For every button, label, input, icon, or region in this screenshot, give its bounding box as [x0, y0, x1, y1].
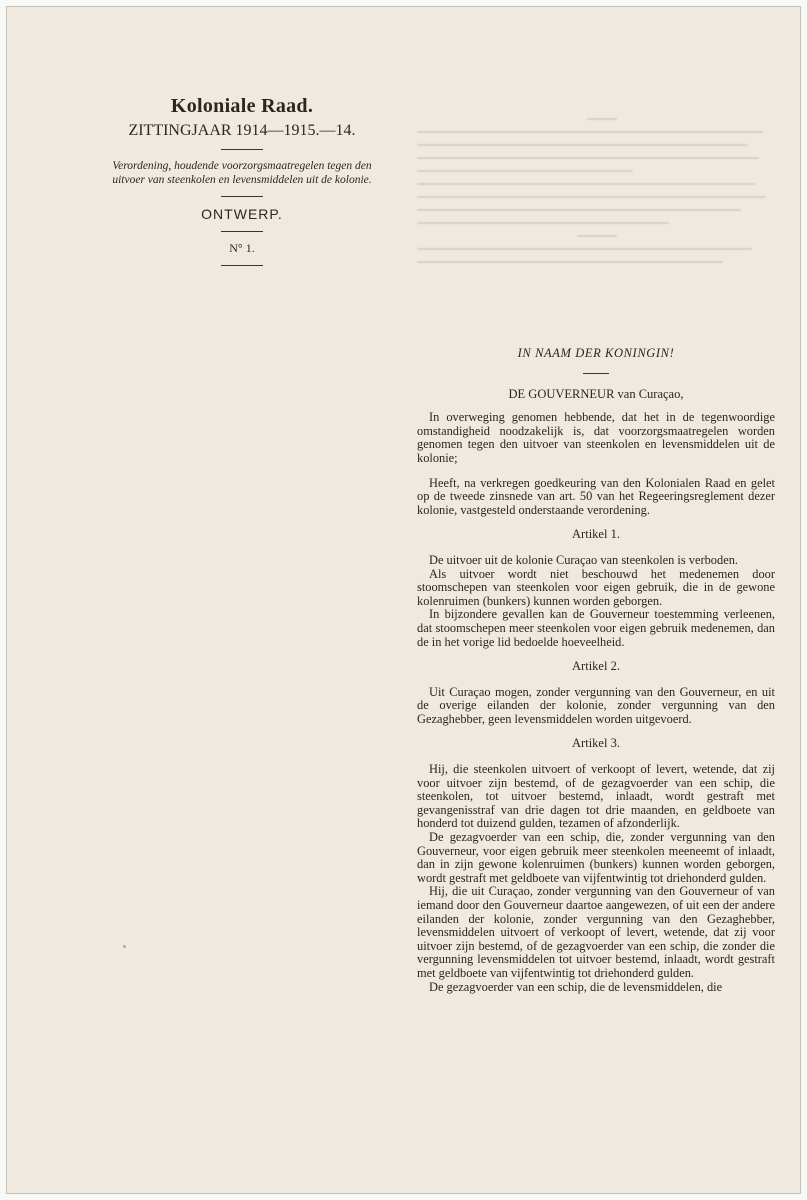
show-through-text: [417, 107, 777, 297]
draft-label: ONTWERP.: [201, 206, 283, 222]
article-paragraph: De gezagvoerder van een schip, die de levensmiddelen, die: [429, 979, 723, 994]
document-page: [6, 6, 801, 1194]
council-title: Koloniale Raad.: [170, 95, 314, 117]
article-paragraph: Als uitvoer wordt niet beschouwd het medenemen door stoomschepen van steenkolen voor eigen gebruik, die in de gewone kolenruimen (bunkers) kunnen worden geborgen.: [417, 566, 775, 608]
divider: [221, 265, 263, 266]
ordinance-text: [417, 347, 775, 994]
preamble-paragraph: Heeft, na verkregen goedkeuring van den Kolonialen Raad en gelet op de tweede zinsnede van art. 50 van het Regeeringsreglement dezer kolonie, vastgesteld onderstaande verordening.: [417, 475, 775, 517]
preamble-paragraph: In overweging genomen hebbende, dat het in de tegenwoordige omstandigheid noodzakelijk is, dat voorzorgsmaatregelen worden genomen tegen den uitvoer van steenkolen en levensmiddelen uit de kolonie;: [417, 410, 775, 465]
article-paragraph: Hij, die steenkolen uitvoert of verkoopt of levert, wetende, dat zij voor uitvoer zijn bestemd, of de gezagvoerder van een schip, die steenkolen, tot uitvoer bestemd, inlaadt, wordt gestraft met gevangenisstraf van drie dagen tot drie maanden, en geldboete van honderd tot duizend gulden, tezamen of afzonderlijk.: [417, 762, 775, 831]
document-number: N° 1.: [229, 241, 255, 255]
article-paragraph: Uit Curaçao mogen, zonder vergunning van den Gouverneur, en uit de overige eilanden der kolonie, zonder vergunning van den Gezaghebber, geen levensmiddelen worden uitgevoerd.: [417, 684, 775, 726]
article-heading: Artikel 3.: [572, 736, 620, 751]
invocation: IN NAAM DER KONINGIN!: [517, 346, 675, 360]
ordinance-subject: Verordening, houdende voorzorgsmaatregelen tegen den uitvoer van steenkolen en levensmiddelen uit de kolonie.: [112, 160, 372, 186]
article-heading: Artikel 2.: [572, 659, 620, 674]
article-paragraph: De gezagvoerder van een schip, die, zonder vergunning van den Gouverneur, voor eigen gebruik meer steenkolen meeneemt of inlaadt, dan in zijn gewone kolenruimen (bunkers) kunnen worden geborgen, wordt gestraft met geldboete van vijfentwintig tot driehonderd gulden.: [417, 830, 775, 885]
governor-line: DE GOUVERNEUR van Curaçao,: [508, 386, 684, 401]
article-paragraph: De uitvoer uit de kolonie Curaçao van steenkolen is verboden.: [429, 552, 738, 567]
session-year: ZITTINGJAAR 1914—1915.—14.: [128, 122, 356, 139]
divider: [221, 196, 263, 197]
article-paragraph: In bijzondere gevallen kan de Gouverneur toestemming verleenen, dat stoomschepen meer steenkolen voor eigen gebruik medenemen, dan de in het vorige lid bedoelde hoeveelheid.: [417, 607, 775, 649]
divider: [221, 149, 263, 150]
article-paragraph: Hij, die uit Curaçao, zonder vergunning van den Gouverneur of van iemand door den Gouverneur daartoe aangewezen, of uit een der andere eilanden der kolonie, zonder vergunning van den Gezaghebber, levensmiddelen uitvoert of verkoopt of levert, wetende, dat zij voor uitvoer zijn bestemd, of de gezagvoerder van een schip, die zonder die vergunning levensmiddelen tot uitvoer bestemd, inlaadt, wordt gestraft met geldboete van vijfentwintig tot driehonderd gulden.: [417, 884, 775, 980]
header-block: [107, 95, 377, 275]
paper-speck: [123, 945, 126, 948]
divider: [221, 231, 263, 232]
article-heading: Artikel 1.: [572, 527, 620, 542]
divider: [583, 373, 609, 374]
